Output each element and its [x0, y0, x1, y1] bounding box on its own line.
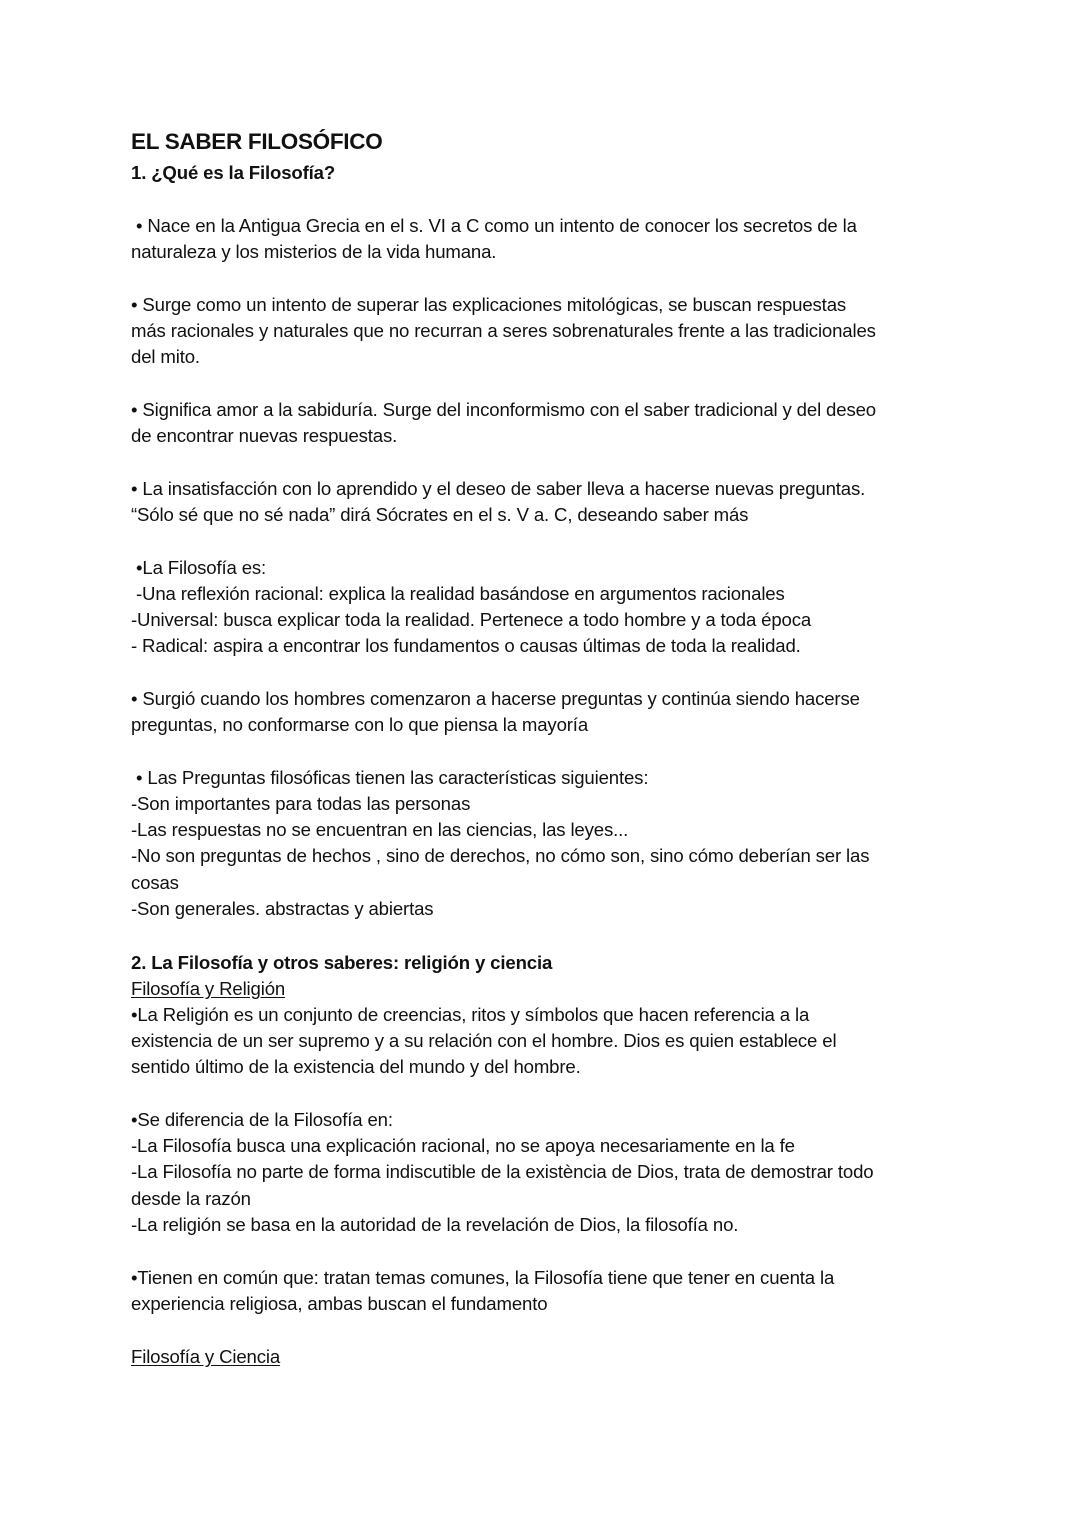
section-2-heading: 2. La Filosofía y otros saberes: religión y ciencia [131, 952, 553, 973]
text-line: • Nace en la Antigua Grecia en el s. VI a C como un intento de conocer los secretos de la [131, 215, 857, 236]
text-line: •Se diferencia de la Filosofía en: [131, 1109, 393, 1130]
list-item: -Son importantes para todas las personas [131, 793, 471, 814]
text-line: •La Religión es un conjunto de creencias, ritos y símbolos que hacen referencia a la [131, 1004, 810, 1025]
subheading-philosophy-science: Filosofía y Ciencia [131, 1346, 281, 1367]
text-line: naturaleza y los misterios de la vida humana. [131, 241, 497, 262]
text-line: más racionales y naturales que no recurran a seres sobrenaturales frente a las tradicionales [131, 320, 876, 341]
text-line: sentido último de la existencia del mundo y del hombre. [131, 1056, 581, 1077]
list-item: -No son preguntas de hechos , sino de derechos, no cómo son, sino cómo deberían ser las [131, 845, 870, 866]
text-line: •La Filosofía es: [131, 557, 267, 578]
list-item: -Las respuestas no se encuentran en las ciencias, las leyes... [131, 819, 629, 840]
text-line: • Surgió cuando los hombres comenzaron a hacerse preguntas y continúa siendo hacerse [131, 688, 860, 709]
text-line: preguntas, no conformarse con lo que piensa la mayoría [131, 714, 589, 735]
list-item: -Universal: busca explicar toda la realidad. Pertenece a todo hombre y a toda época [131, 609, 812, 630]
list-item-continuation: desde la razón [131, 1188, 251, 1209]
subheading-philosophy-religion: Filosofía y Religión [131, 978, 286, 999]
list-item: -La religión se basa en la autoridad de la revelación de Dios, la filosofía no. [131, 1214, 739, 1235]
list-item: -La Filosofía busca una explicación racional, no se apoya necesariamente en la fe [131, 1135, 795, 1156]
list-item: -La Filosofía no parte de forma indiscutible de la existència de Dios, trata de demostrar todo [131, 1161, 874, 1182]
section-1-heading: 1. ¿Qué es la Filosofía? [131, 162, 336, 183]
list-item: - Radical: aspira a encontrar los fundamentos o causas últimas de toda la realidad. [131, 635, 801, 656]
text-line: • Las Preguntas filosóficas tienen las características siguientes: [131, 767, 649, 788]
text-line: • Surge como un intento de superar las explicaciones mitológicas, se buscan respuestas [131, 294, 847, 315]
list-item-continuation: cosas [131, 872, 179, 893]
text-line: “Sólo sé que no sé nada” dirá Sócrates en el s. V a. C, deseando saber más [131, 504, 749, 525]
document-title: EL SABER FILOSÓFICO [131, 129, 383, 154]
text-line: del mito. [131, 346, 200, 367]
text-line: experiencia religiosa, ambas buscan el fundamento [131, 1293, 548, 1314]
list-item: -Una reflexión racional: explica la realidad basándose en argumentos racionales [131, 583, 785, 604]
text-line: • Significa amor a la sabiduría. Surge del inconformismo con el saber tradicional y del deseo [131, 399, 876, 420]
list-item: -Son generales. abstractas y abiertas [131, 898, 434, 919]
text-line: • La insatisfacción con lo aprendido y el deseo de saber lleva a hacerse nuevas preguntas. [131, 478, 866, 499]
text-line: existencia de un ser supremo y a su relación con el hombre. Dios es quien establece el [131, 1030, 837, 1051]
text-line: de encontrar nuevas respuestas. [131, 425, 398, 446]
text-line: •Tienen en común que: tratan temas comunes, la Filosofía tiene que tener en cuenta la [131, 1267, 835, 1288]
